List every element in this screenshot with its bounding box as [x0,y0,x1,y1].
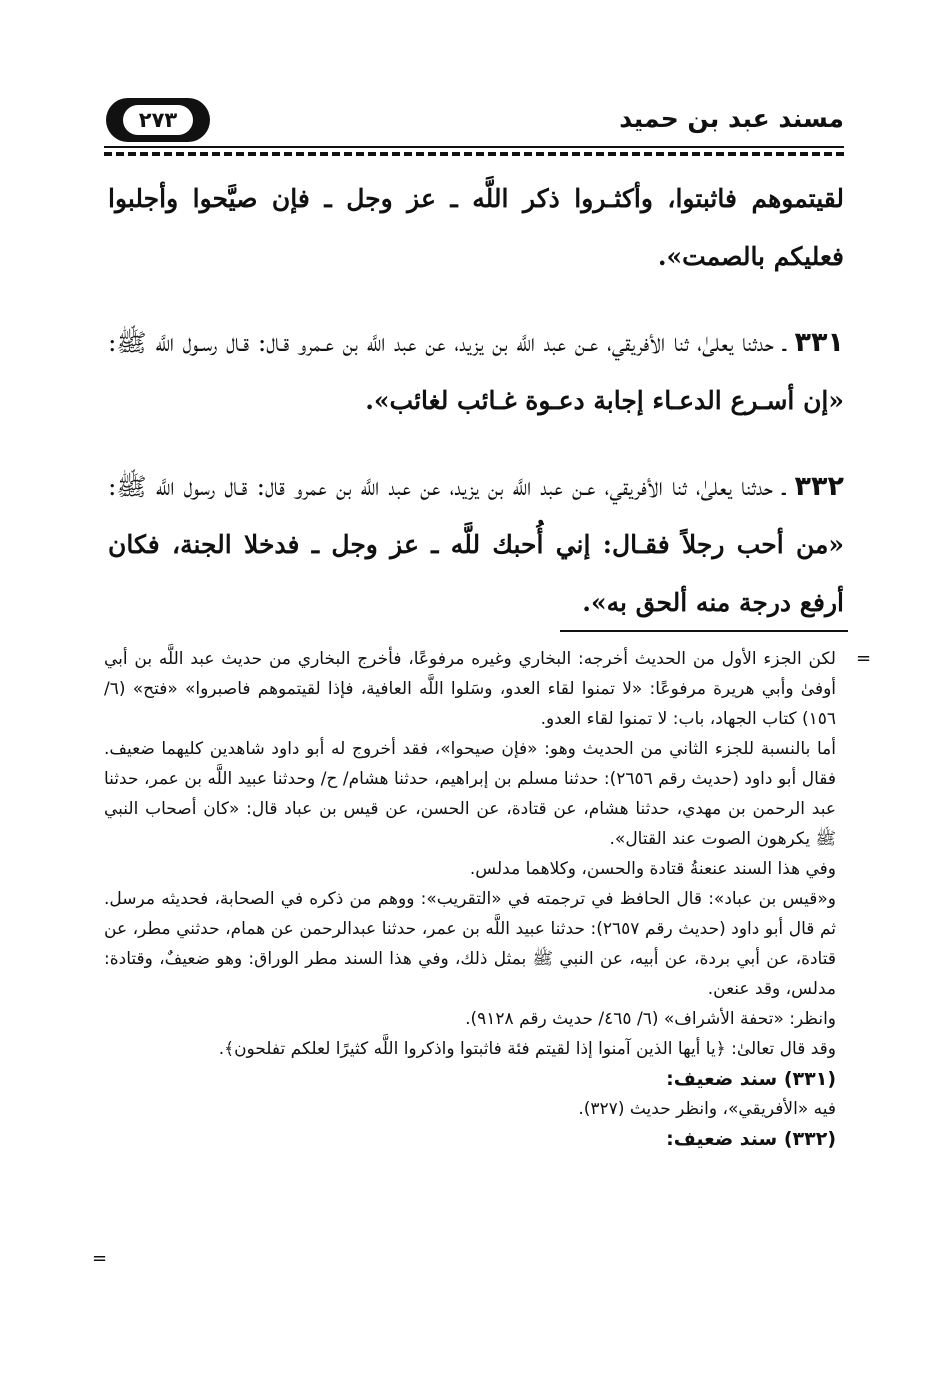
margin-mark-bottom: = [92,1248,108,1269]
continuation-paragraph: لقيتموهم فاثبتوا، وأكثـروا ذكر اللَّه ـ عز وجل ـ فإن صيَّحوا وأجلبوا فعليكم بالصمت». [108,184,844,271]
footnote-para-6: وقد قال تعالىٰ: ﴿يا أيها الذين آمنوا إذا لقيتم فئة فاثبتوا واذكروا اللَّه كثيرًا لعلكم تفلحون﴾. [218,1039,836,1059]
footnote-para-5: وانظر: «تحفة الأشراف» (٦/ ٤٦٥/ حديث رقم ٩١٢٨). [465,1009,836,1029]
footnote-separator [560,630,848,632]
footnote-331-label: (٣٣١) سند ضعيف: [666,1068,836,1090]
hadith-331-matn: «إن أسـرع الدعـاء إجابة دعـوة غـائب لغائب». [365,386,844,415]
footnote-para-4: و«قيس بن عباد»: قال الحافظ في ترجمته في «التقريب»: ووهم من ذكره في الصحابة، فحديثه مرسل. ثم قال أبو داود (حديث رقم ٢٦٥٧): حدثنا عبيد اللَّه بن عمر، حدثنا عبدالرحمن عن همام، حدثني مطر، عن قتادة، عن أبي بردة، عن أبيه، عن النبي ﷺ بمثل ذلك، وفي هذا السند مطر الوراق: وهو ضعيفٌ، وقتادة: مدلس، وقد عنعن. [104,889,836,999]
hadith-332 [108,458,844,632]
hadith-number-331: ٣٣١ [794,327,844,358]
footnote-para-3: وفي هذا السند عنعنةُ قتادة والحسن، وكلاهما مدلس. [469,859,836,879]
header-rule-dashed [104,152,844,156]
hadith-332-isnad: ـ حدثنا يعلىٰ، ثنا الأفريقي، عـن عبد اللَّه بن يزيد، عن عبد اللَّه بن عمرو قال: قـال رسول اللَّه ﷺ: [108,472,795,501]
running-header-title: مسند عبد بن حميد [619,104,844,133]
footnote-para-1: لكن الجزء الأول من الحديث أخرجه: البخاري وغيره مرفوعًا، فأخرج البخاري من حديث عبد اللَّه بن أبي أوفىٰ وأبي هريرة مرفوعًا: «لا تمنوا لقاء العدو، وسَلوا اللَّه العافية، فإذا لقيتموهم فاصبروا» «فتح» (٦/ ١٥٦) كتاب الجهاد، باب: لا تمنوا لقاء العدو. [104,649,836,729]
footnote-para-2: أما بالنسبة للجزء الثاني من الحديث وهو: «فإن صيحوا»، فقد أخروج له أبو داود شاهدين كليهما ضعيف. فقال أبو داود (حديث رقم ٢٦٥٦): حدثنا مسلم بن إبراهيم، حدثنا هشام/ ح/ وحدثنا عبيد اللَّه بن عمر، حدثنا عبد الرحمن بن مهدي، حدثنا هشام، عن قتادة، عن الحسن، عن قيس بن عباد قال: «كان أصحاب النبي ﷺ يكرهون الصوت عند القتال». [104,739,836,849]
margin-mark-top: = [856,648,872,669]
footnotes [104,644,836,1154]
hadith-number-332: ٣٣٢ [794,471,844,502]
hadith-331 [108,314,844,430]
header-rule [104,146,844,148]
page-number: ٢٧٣ [123,105,193,135]
hadith-331-isnad: ـ حدثنا يعلىٰ، ثنا الأفريقي، عـن عبد اللَّه بن يزيد، عن عبد اللَّه بن عـمرو قـال: قـال رسـول اللَّه ﷺ: [108,328,795,357]
main-text [108,170,844,660]
footnote-331-text: فيه «الأفريقي»، وانظر حديث (٣٢٧). [578,1099,836,1119]
page-number-badge [106,98,210,142]
footnote-332-label: (٣٣٢) سند ضعيف: [666,1128,836,1150]
hadith-332-matn: «من أحب رجلاً فقـال: إني أُحبك للَّه ـ عز وجل ـ فدخلا الجنة، فكان أرفع درجة منه ألحق به». [108,530,844,617]
